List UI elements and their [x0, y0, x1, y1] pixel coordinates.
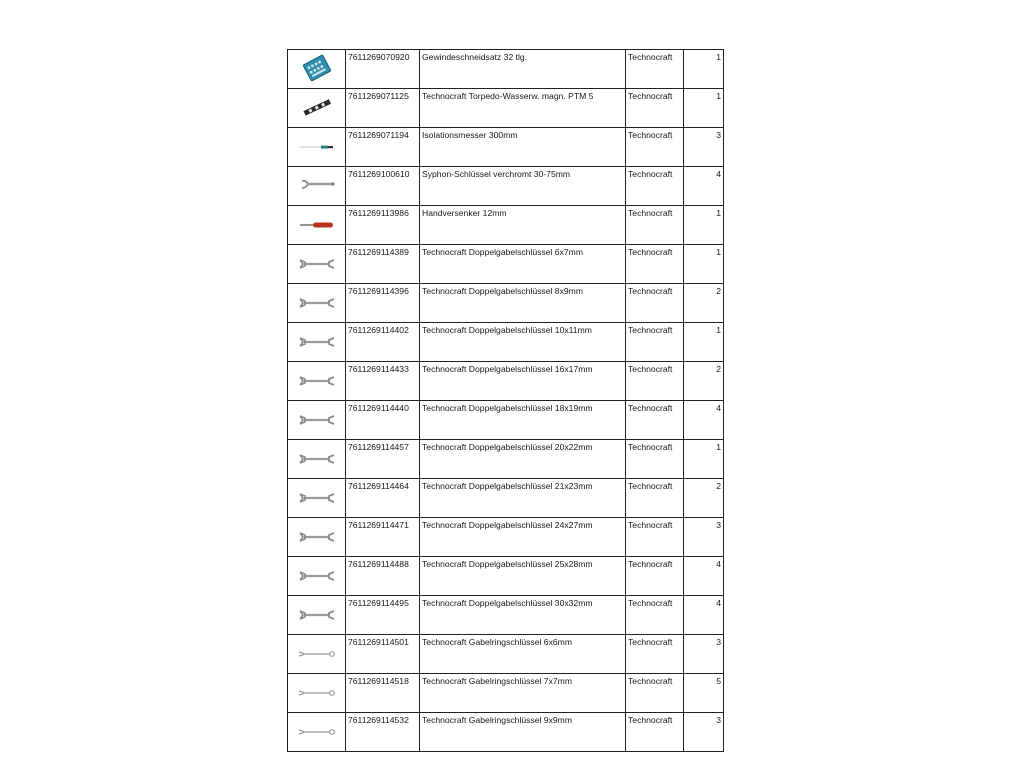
- description-cell: Technocraft Doppelgabelschlüssel 21x23mm: [420, 479, 626, 518]
- tap-die-set-icon: [297, 53, 337, 83]
- hand-countersink-icon: [297, 209, 337, 239]
- description-cell: Technocraft Gabelringschlüssel 9x9mm: [420, 713, 626, 752]
- description-cell: Handversenker 12mm: [420, 206, 626, 245]
- ean-cell: 7611269114495: [346, 596, 420, 635]
- ean-cell: 7611269100610: [346, 167, 420, 206]
- ean-cell: 7611269114396: [346, 284, 420, 323]
- description-cell: Technocraft Doppelgabelschlüssel 18x19mm: [420, 401, 626, 440]
- brand-cell: Technocraft: [626, 440, 684, 479]
- quantity-cell: 1: [684, 89, 724, 128]
- table-row: [288, 440, 724, 479]
- table-row: [288, 245, 724, 284]
- table-row: [288, 89, 724, 128]
- ean-cell: 7611269114440: [346, 401, 420, 440]
- description-cell: Technocraft Doppelgabelschlüssel 10x11mm: [420, 323, 626, 362]
- product-image-cell: [288, 167, 346, 206]
- open-end-wrench-icon: [297, 248, 337, 278]
- quantity-cell: 5: [684, 674, 724, 713]
- combination-wrench-icon: [297, 677, 337, 707]
- brand-cell: Technocraft: [626, 167, 684, 206]
- brand-cell: Technocraft: [626, 479, 684, 518]
- table-row: [288, 167, 724, 206]
- product-image-cell: [288, 479, 346, 518]
- table-row: [288, 206, 724, 245]
- open-end-wrench-icon: [297, 287, 337, 317]
- product-image-cell: [288, 635, 346, 674]
- quantity-cell: 3: [684, 128, 724, 167]
- table-row: [288, 713, 724, 752]
- product-image-cell: [288, 89, 346, 128]
- quantity-cell: 4: [684, 167, 724, 206]
- ean-cell: 7611269114501: [346, 635, 420, 674]
- table-row: [288, 674, 724, 713]
- brand-cell: Technocraft: [626, 284, 684, 323]
- brand-cell: Technocraft: [626, 323, 684, 362]
- ean-cell: 7611269114488: [346, 557, 420, 596]
- combination-wrench-icon: [297, 638, 337, 668]
- product-image-cell: [288, 284, 346, 323]
- ean-cell: 7611269114457: [346, 440, 420, 479]
- brand-cell: Technocraft: [626, 674, 684, 713]
- ean-cell: 7611269114402: [346, 323, 420, 362]
- quantity-cell: 4: [684, 596, 724, 635]
- brand-cell: Technocraft: [626, 557, 684, 596]
- description-cell: Technocraft Gabelringschlüssel 7x7mm: [420, 674, 626, 713]
- description-cell: Technocraft Doppelgabelschlüssel 25x28mm: [420, 557, 626, 596]
- ean-cell: 7611269114433: [346, 362, 420, 401]
- description-cell: Technocraft Doppelgabelschlüssel 16x17mm: [420, 362, 626, 401]
- ean-cell: 7611269114389: [346, 245, 420, 284]
- open-end-wrench-icon: [297, 599, 337, 629]
- quantity-cell: 1: [684, 245, 724, 284]
- brand-cell: Technocraft: [626, 362, 684, 401]
- table-row: [288, 557, 724, 596]
- torpedo-level-icon: [297, 92, 337, 122]
- brand-cell: Technocraft: [626, 635, 684, 674]
- product-table: [287, 49, 724, 752]
- brand-cell: Technocraft: [626, 518, 684, 557]
- description-cell: Isolationsmesser 300mm: [420, 128, 626, 167]
- open-end-wrench-icon: [297, 560, 337, 590]
- quantity-cell: 4: [684, 557, 724, 596]
- quantity-cell: 3: [684, 635, 724, 674]
- quantity-cell: 3: [684, 713, 724, 752]
- ean-cell: 7611269114471: [346, 518, 420, 557]
- product-image-cell: [288, 440, 346, 479]
- combination-wrench-icon: [297, 716, 337, 746]
- open-end-wrench-icon: [297, 482, 337, 512]
- description-cell: Technocraft Doppelgabelschlüssel 24x27mm: [420, 518, 626, 557]
- ean-cell: 7611269113986: [346, 206, 420, 245]
- ean-cell: 7611269071194: [346, 128, 420, 167]
- quantity-cell: 2: [684, 362, 724, 401]
- quantity-cell: 3: [684, 518, 724, 557]
- brand-cell: Technocraft: [626, 128, 684, 167]
- product-image-cell: [288, 206, 346, 245]
- description-cell: Technocraft Torpedo-Wasserw. magn. PTM 5: [420, 89, 626, 128]
- description-cell: Technocraft Doppelgabelschlüssel 8x9mm: [420, 284, 626, 323]
- quantity-cell: 1: [684, 440, 724, 479]
- quantity-cell: 1: [684, 323, 724, 362]
- table-row: [288, 518, 724, 557]
- quantity-cell: 1: [684, 50, 724, 89]
- description-cell: Technocraft Doppelgabelschlüssel 30x32mm: [420, 596, 626, 635]
- description-cell: Gewindeschneidsatz 32 tlg.: [420, 50, 626, 89]
- table-row: [288, 362, 724, 401]
- open-end-wrench-icon: [297, 521, 337, 551]
- table-row: [288, 479, 724, 518]
- ean-cell: 7611269114464: [346, 479, 420, 518]
- quantity-cell: 2: [684, 479, 724, 518]
- quantity-cell: 2: [684, 284, 724, 323]
- table-row: [288, 50, 724, 89]
- ean-cell: 7611269114518: [346, 674, 420, 713]
- description-cell: Technocraft Doppelgabelschlüssel 6x7mm: [420, 245, 626, 284]
- quantity-cell: 4: [684, 401, 724, 440]
- product-image-cell: [288, 557, 346, 596]
- brand-cell: Technocraft: [626, 596, 684, 635]
- description-cell: Syphon-Schlüssel verchromt 30-75mm: [420, 167, 626, 206]
- description-cell: Technocraft Gabelringschlüssel 6x6mm: [420, 635, 626, 674]
- product-table-body: [288, 50, 724, 752]
- product-image-cell: [288, 401, 346, 440]
- product-image-cell: [288, 245, 346, 284]
- product-image-cell: [288, 674, 346, 713]
- table-row: [288, 635, 724, 674]
- open-end-wrench-icon: [297, 443, 337, 473]
- ean-cell: 7611269071125: [346, 89, 420, 128]
- product-image-cell: [288, 713, 346, 752]
- product-image-cell: [288, 323, 346, 362]
- product-image-cell: [288, 518, 346, 557]
- product-image-cell: [288, 50, 346, 89]
- ean-cell: 7611269114532: [346, 713, 420, 752]
- product-image-cell: [288, 362, 346, 401]
- open-end-wrench-icon: [297, 404, 337, 434]
- brand-cell: Technocraft: [626, 401, 684, 440]
- table-row: [288, 128, 724, 167]
- open-end-wrench-icon: [297, 326, 337, 356]
- product-image-cell: [288, 128, 346, 167]
- brand-cell: Technocraft: [626, 50, 684, 89]
- syphon-wrench-icon: [297, 170, 337, 200]
- brand-cell: Technocraft: [626, 713, 684, 752]
- table-row: [288, 323, 724, 362]
- quantity-cell: 1: [684, 206, 724, 245]
- brand-cell: Technocraft: [626, 206, 684, 245]
- brand-cell: Technocraft: [626, 89, 684, 128]
- table-row: [288, 284, 724, 323]
- table-row: [288, 596, 724, 635]
- ean-cell: 7611269070920: [346, 50, 420, 89]
- table-row: [288, 401, 724, 440]
- description-cell: Technocraft Doppelgabelschlüssel 20x22mm: [420, 440, 626, 479]
- insulation-knife-icon: [297, 131, 337, 161]
- brand-cell: Technocraft: [626, 245, 684, 284]
- product-image-cell: [288, 596, 346, 635]
- open-end-wrench-icon: [297, 365, 337, 395]
